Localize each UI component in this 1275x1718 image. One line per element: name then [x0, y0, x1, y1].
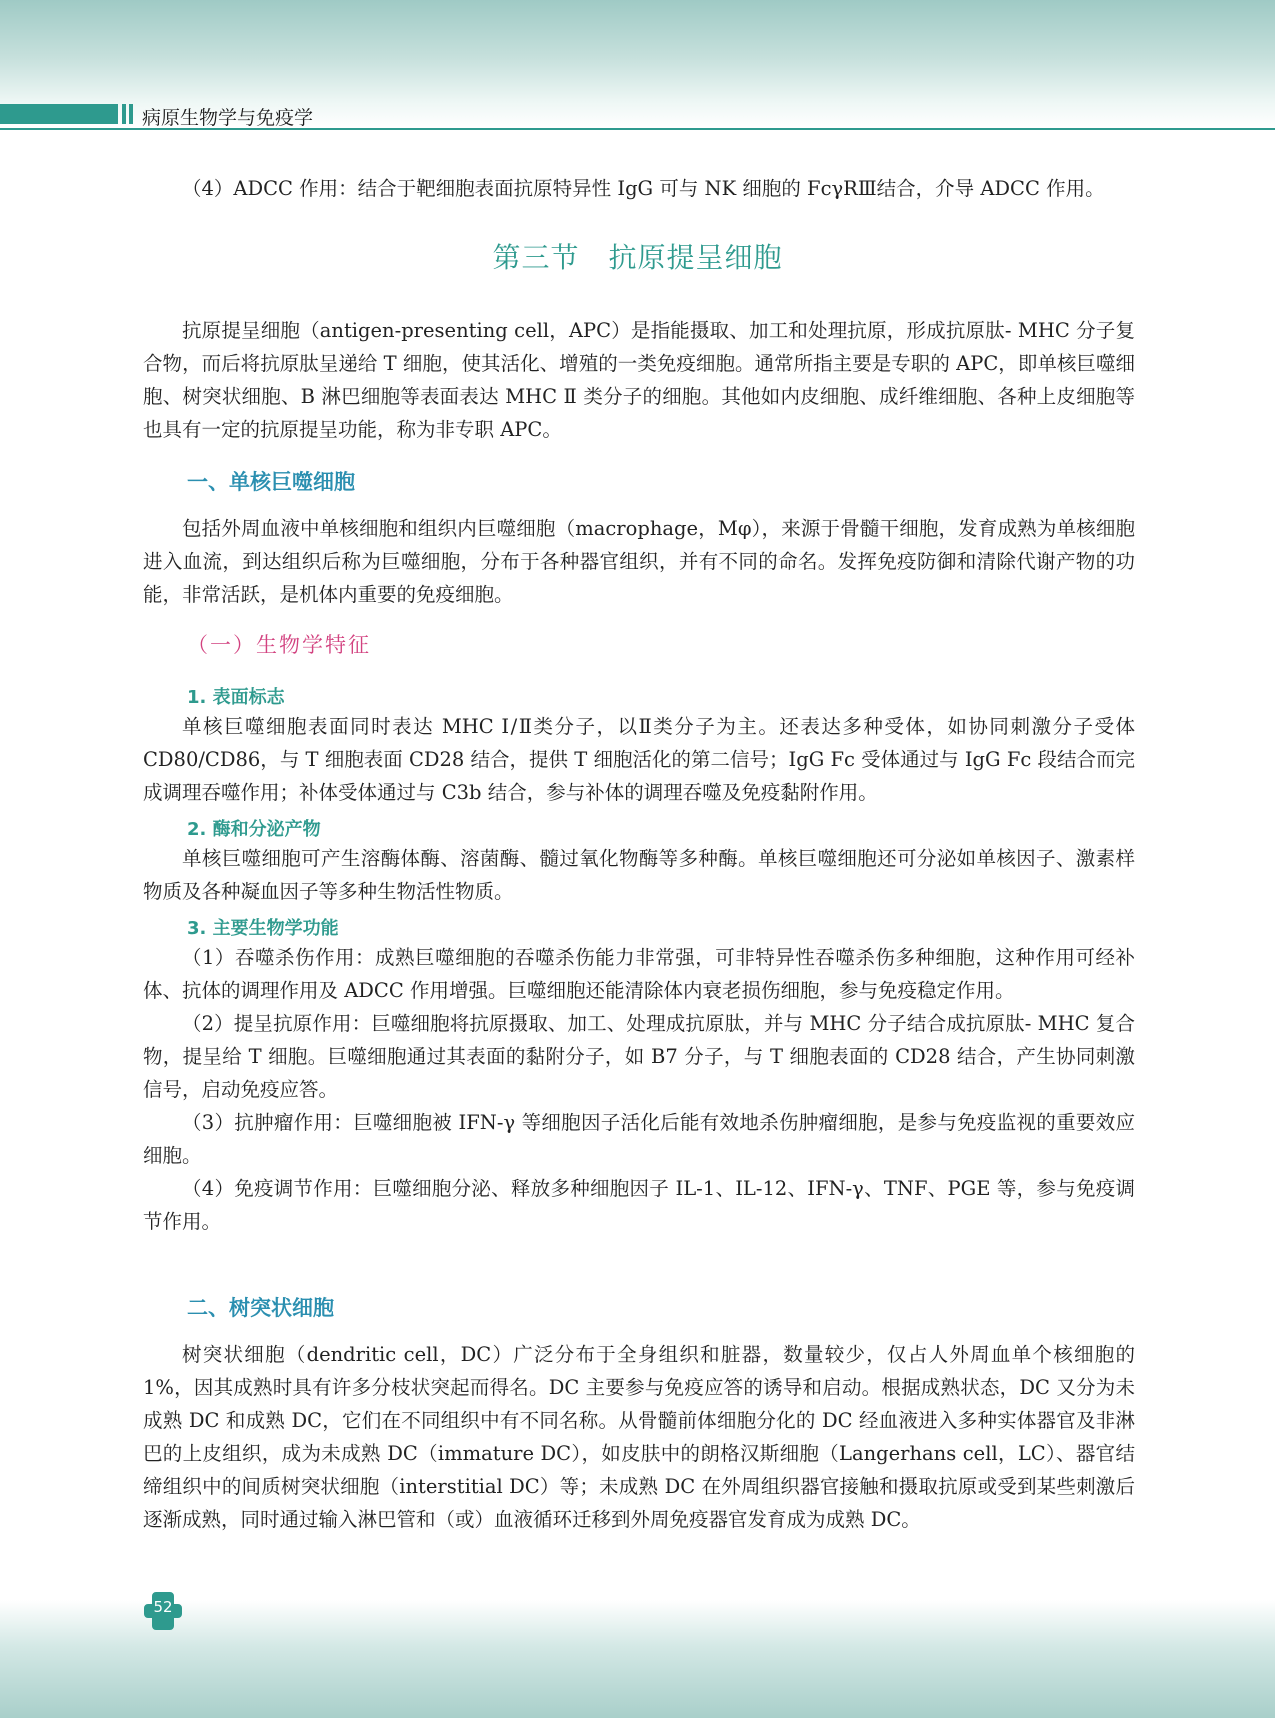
function-item: （2）提呈抗原作用：巨噬细胞将抗原摄取、加工、处理成抗原肽，并与 MHC 分子结合成抗原肽- MHC 复合物，提呈给 T 细胞。巨噬细胞通过其表面的黏附分子，如 B7 分子，与 T 细胞表面的 CD28 结合，产生协同刺激信号，启动免疫应答。	[143, 1012, 1135, 1101]
heading-enzymes: 2. 酶和分泌产物	[187, 819, 321, 840]
paragraph-adcc	[143, 172, 1135, 205]
paragraph-enzymes	[143, 842, 1135, 908]
book-title: 病原生物学与免疫学	[142, 107, 314, 129]
page-number: 52	[153, 1598, 173, 1616]
heading-dendritic: 二、树突状细胞	[187, 1296, 334, 1320]
paragraph-monocyte	[143, 512, 1135, 611]
paragraph-text: 单核巨噬细胞可产生溶酶体酶、溶菌酶、髓过氧化物酶等多种酶。单核巨噬细胞还可分泌如单核因子、激素样物质及各种凝血因子等多种生物活性物质。	[143, 847, 1135, 903]
paragraph-text: 包括外周血液中单核细胞和组织内巨噬细胞（macrophage，Mφ），来源于骨髓干细胞，发育成熟为单核细胞进入血流，到达组织后称为巨噬细胞，分布于各种器官组织，并有不同的命名。发挥免疫防御和清除代谢产物的功能，非常活跃，是机体内重要的免疫细胞。	[143, 517, 1135, 606]
function-item: （4）免疫调节作用：巨噬细胞分泌、释放多种细胞因子 IL-1、IL-12、IFN-γ、TNF、PGE 等，参与免疫调节作用。	[143, 1177, 1135, 1233]
paragraph-text: （4）ADCC 作用：结合于靶细胞表面抗原特异性 IgG 可与 NK 细胞的 FcγRⅢ结合，介导 ADCC 作用。	[182, 177, 1105, 200]
paragraph-text: 树突状细胞（dendritic cell，DC）广泛分布于全身组织和脏器，数量较少，仅占人外周血单个核细胞的 1%，因其成熟时具有许多分枝状突起而得名。DC 主要参与免疫应答的诱导和启动。根据成熟状态，DC 又分为未成熟 DC 和成熟 DC，它们在不同组织中有不同名称。从骨髓前体细胞分化的 DC 经血液进入多种实体器官及非淋巴的上皮组织，成为未成熟 DC（immature DC），如皮肤中的朗格汉斯细胞（Langerhans cell，LC）、器官结缔组织中的间质树突状细胞（interstitial DC）等；未成熟 DC 在外周组织器官接触和摄取抗原或受到某些刺激后逐渐成熟，同时通过输入淋巴管和（或）血液循环迁移到外周免疫器官发育成为成熟 DC。	[143, 1343, 1135, 1531]
paragraph-dendritic	[143, 1338, 1135, 1536]
header-accent-bar	[0, 104, 118, 124]
footer-band	[0, 1600, 1275, 1718]
heading-surface-markers: 1. 表面标志	[187, 687, 285, 708]
function-item: （3）抗肿瘤作用：巨噬细胞被 IFN-γ 等细胞因子活化后能有效地杀伤肿瘤细胞，是参与免疫监视的重要效应细胞。	[143, 1111, 1135, 1167]
paragraph-surface	[143, 710, 1135, 809]
heading-biological-features: （一）生物学特征	[187, 633, 371, 657]
section-title: 第三节 抗原提呈细胞	[492, 241, 783, 274]
function-item: （1）吞噬杀伤作用：成熟巨噬细胞的吞噬杀伤能力非常强，可非特异性吞噬杀伤多种细胞，这种作用可经补体、抗体的调理作用及 ADCC 作用增强。巨噬细胞还能清除体内衰老损伤细胞，参与免疫稳定作用。	[143, 946, 1135, 1002]
paragraph-text: 单核巨噬细胞表面同时表达 MHC Ⅰ/Ⅱ类分子，以Ⅱ类分子为主。还表达多种受体，如协同刺激分子受体 CD80/CD86，与 T 细胞表面 CD28 结合，提供 T 细胞活化的第二信号；IgG Fc 受体通过与 IgG Fc 段结合而完成调理吞噬作用；补体受体通过与 C3b 结合，参与补体的调理吞噬及免疫黏附作用。	[143, 715, 1135, 804]
paragraph-text: 抗原提呈细胞（antigen-presenting cell，APC）是指能摄取、加工和处理抗原，形成抗原肽- MHC 分子复合物，而后将抗原肽呈递给 T 细胞，使其活化、增殖的一类免疫细胞。通常所指主要是专职的 APC，即单核巨噬细胞、树突状细胞、B 淋巴细胞等表面表达 MHC Ⅱ 类分子的细胞。其他如内皮细胞、成纤维细胞、各种上皮细胞等也具有一定的抗原提呈功能，称为非专职 APC。	[143, 319, 1135, 441]
heading-monocyte: 一、单核巨噬细胞	[187, 470, 355, 494]
header-stripe	[122, 104, 126, 124]
function-list	[143, 941, 1135, 1238]
paragraph-apc-intro	[143, 314, 1135, 446]
header-stripe	[129, 104, 133, 124]
heading-functions: 3. 主要生物学功能	[187, 918, 339, 939]
